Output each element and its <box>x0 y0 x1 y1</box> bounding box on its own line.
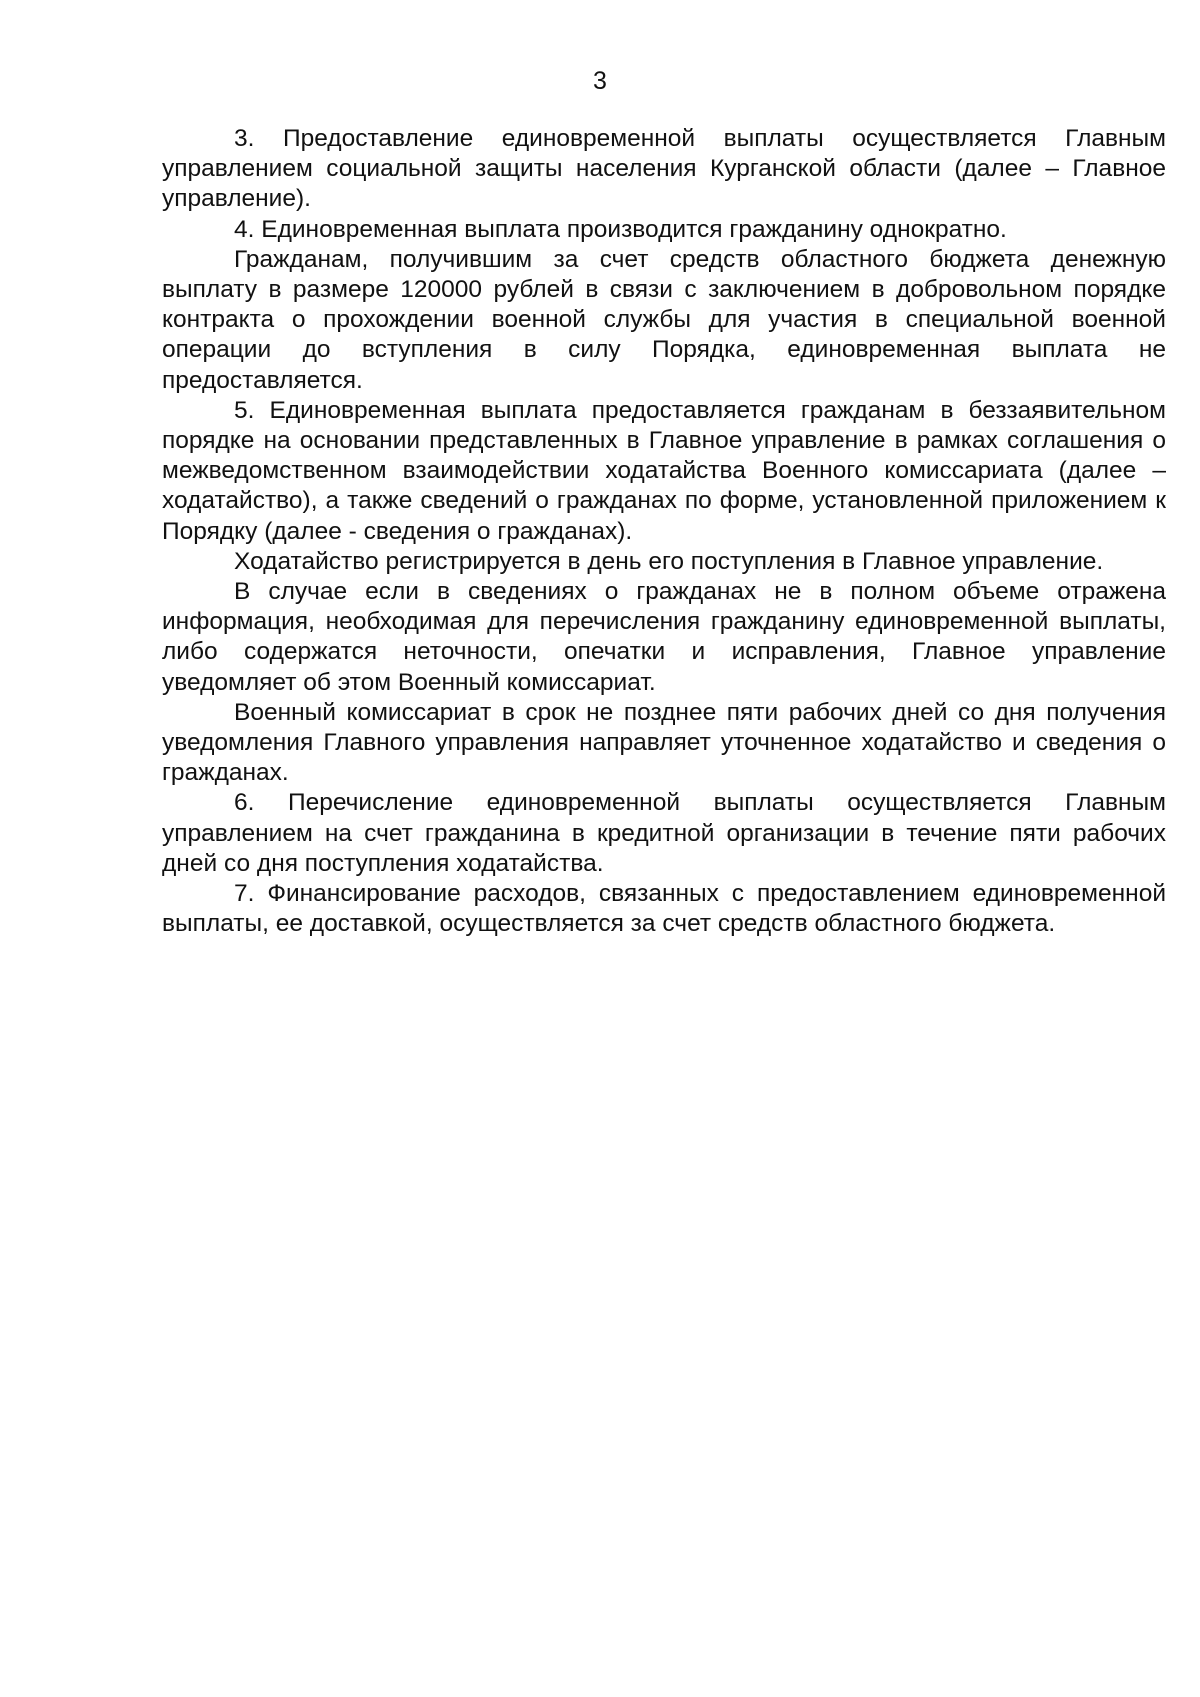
document-body <box>162 124 1166 939</box>
paragraph-item-6: 6. Перечисление единовременной выплаты осуществляется Главным управлением на счет гражданина в кредитной организации в течение пяти рабочих дней со дня поступления ходатайства. <box>162 789 1166 877</box>
paragraph-exclusion: Гражданам, получившим за счет средств областного бюджета денежную выплату в размере 120000 рублей в связи с заключением в добровольном порядке контракта о прохождении военной службы для участия в специальной военной операции до вступления в силу Порядка, единовременная выплата не предоставляется. <box>162 245 1166 394</box>
paragraph-commissariat-deadline: Военный комиссариат в срок не позднее пяти рабочих дней со дня получения уведомления Главного управления направляет уточненное ходатайство и сведения о гражданах. <box>162 698 1166 787</box>
page-number: 3 <box>593 67 607 95</box>
paragraph-incomplete-info: В случае если в сведениях о гражданах не в полном объеме отражена информация, необходимая для перечисления гражданину единовременной выплаты, либо содержатся неточности, опечатки и исправления, Главное управление уведомляет об этом Военный комиссариат. <box>162 578 1166 696</box>
paragraph-item-5: 5. Единовременная выплата предоставляется гражданам в беззаявительном порядке на основании представленных в Главное управление в рамках соглашения о межведомственном взаимодействии ходатайства Военного комиссариата (далее – ходатайство), а также сведений о гражданах по форме, установленной приложением к Порядку (далее - сведения о гражданах). <box>162 396 1166 545</box>
paragraph-item-4: 4. Единовременная выплата производится гражданину однократно. <box>234 215 1007 243</box>
paragraph-registration: Ходатайство регистрируется в день его поступления в Главное управление. <box>234 547 1104 575</box>
paragraph-item-3: 3. Предоставление единовременной выплаты осуществляется Главным управлением социальной защиты населения Курганской области (далее – Главное управление). <box>162 125 1166 213</box>
paragraph-item-7: 7. Финансирование расходов, связанных с предоставлением единовременной выплаты, ее доставкой, осуществляется за счет средств областного бюджета. <box>162 880 1166 938</box>
